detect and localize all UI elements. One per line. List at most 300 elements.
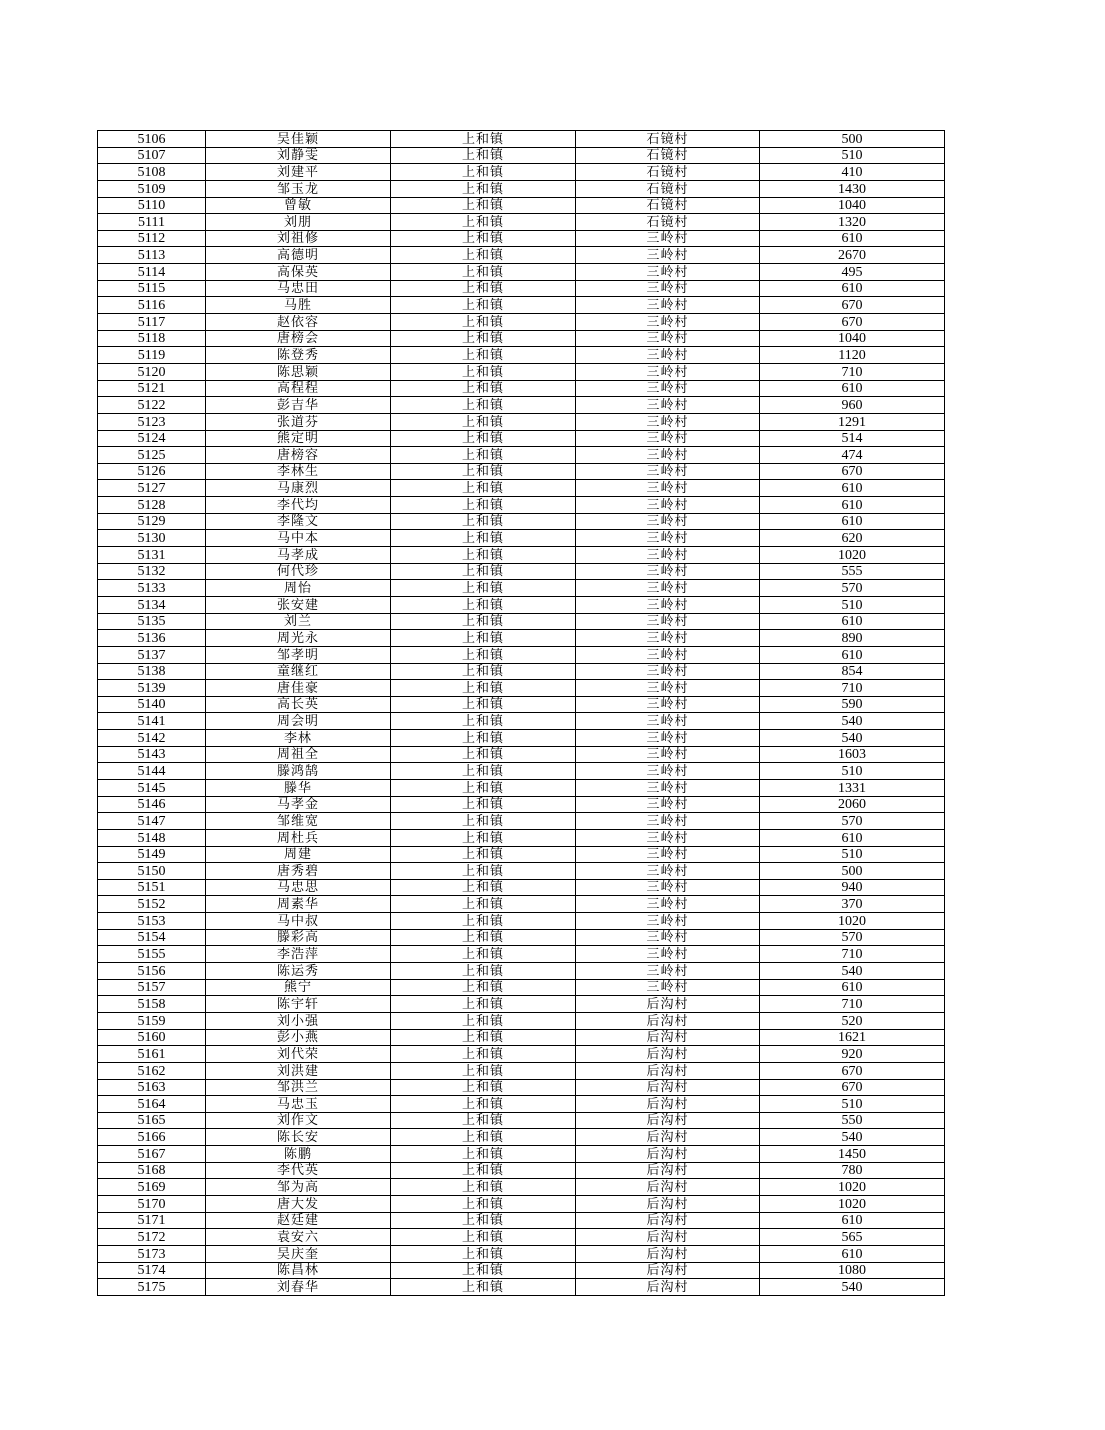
name-cell: 唐大发 <box>206 1196 391 1213</box>
name-cell: 陈宇轩 <box>206 996 391 1013</box>
amount-cell: 1020 <box>760 547 945 564</box>
row-number-cell: 5108 <box>98 164 206 181</box>
table-row <box>98 913 945 930</box>
town-cell: 上和镇 <box>391 979 576 996</box>
table-row <box>98 1046 945 1063</box>
table-row <box>98 963 945 980</box>
name-cell: 刘建平 <box>206 164 391 181</box>
village-cell: 后沟村 <box>576 1212 760 1229</box>
row-number-cell: 5149 <box>98 846 206 863</box>
village-cell: 三岭村 <box>576 663 760 680</box>
town-cell: 上和镇 <box>391 730 576 747</box>
town-cell: 上和镇 <box>391 813 576 830</box>
village-cell: 三岭村 <box>576 347 760 364</box>
row-number-cell: 5143 <box>98 746 206 763</box>
name-cell: 周会明 <box>206 713 391 730</box>
row-number-cell: 5151 <box>98 879 206 896</box>
table-row <box>98 164 945 181</box>
amount-cell: 1080 <box>760 1262 945 1279</box>
town-cell: 上和镇 <box>391 1012 576 1029</box>
table-row <box>98 530 945 547</box>
table-row <box>98 846 945 863</box>
amount-cell: 1320 <box>760 214 945 231</box>
town-cell: 上和镇 <box>391 663 576 680</box>
amount-cell: 540 <box>760 713 945 730</box>
amount-cell: 610 <box>760 280 945 297</box>
village-cell: 三岭村 <box>576 596 760 613</box>
town-cell: 上和镇 <box>391 330 576 347</box>
amount-cell: 620 <box>760 530 945 547</box>
amount-cell: 540 <box>760 963 945 980</box>
name-cell: 邹洪兰 <box>206 1079 391 1096</box>
row-number-cell: 5145 <box>98 779 206 796</box>
town-cell: 上和镇 <box>391 929 576 946</box>
village-cell: 三岭村 <box>576 813 760 830</box>
table-row <box>98 896 945 913</box>
table-row <box>98 1096 945 1113</box>
name-cell: 刘代荣 <box>206 1046 391 1063</box>
table-row <box>98 1012 945 1029</box>
row-number-cell: 5137 <box>98 646 206 663</box>
village-cell: 三岭村 <box>576 696 760 713</box>
name-cell: 高保英 <box>206 264 391 281</box>
row-number-cell: 5120 <box>98 363 206 380</box>
town-cell: 上和镇 <box>391 131 576 148</box>
table-row <box>98 1196 945 1213</box>
village-cell: 三岭村 <box>576 896 760 913</box>
table-row <box>98 413 945 430</box>
amount-cell: 510 <box>760 1096 945 1113</box>
town-cell: 上和镇 <box>391 863 576 880</box>
table-row <box>98 247 945 264</box>
name-cell: 马孝金 <box>206 796 391 813</box>
village-cell: 石镜村 <box>576 131 760 148</box>
row-number-cell: 5106 <box>98 131 206 148</box>
village-cell: 三岭村 <box>576 763 760 780</box>
row-number-cell: 5130 <box>98 530 206 547</box>
village-cell: 三岭村 <box>576 879 760 896</box>
row-number-cell: 5112 <box>98 230 206 247</box>
table-row <box>98 397 945 414</box>
town-cell: 上和镇 <box>391 1096 576 1113</box>
town-cell: 上和镇 <box>391 1112 576 1129</box>
table-row <box>98 713 945 730</box>
name-cell: 刘兰 <box>206 613 391 630</box>
town-cell: 上和镇 <box>391 413 576 430</box>
amount-cell: 670 <box>760 297 945 314</box>
amount-cell: 710 <box>760 680 945 697</box>
table-row <box>98 463 945 480</box>
village-cell: 三岭村 <box>576 363 760 380</box>
village-cell: 后沟村 <box>576 1179 760 1196</box>
table-row <box>98 347 945 364</box>
name-cell: 彭小燕 <box>206 1029 391 1046</box>
amount-cell: 710 <box>760 363 945 380</box>
table-row <box>98 663 945 680</box>
amount-cell: 1020 <box>760 1196 945 1213</box>
town-cell: 上和镇 <box>391 1212 576 1229</box>
table-row <box>98 447 945 464</box>
village-cell: 后沟村 <box>576 1012 760 1029</box>
row-number-cell: 5154 <box>98 929 206 946</box>
row-number-cell: 5162 <box>98 1062 206 1079</box>
table-row <box>98 879 945 896</box>
town-cell: 上和镇 <box>391 397 576 414</box>
name-cell: 袁安六 <box>206 1229 391 1246</box>
name-cell: 唐榜容 <box>206 447 391 464</box>
town-cell: 上和镇 <box>391 1245 576 1262</box>
village-cell: 三岭村 <box>576 513 760 530</box>
name-cell: 陈思颖 <box>206 363 391 380</box>
village-cell: 三岭村 <box>576 314 760 331</box>
amount-cell: 940 <box>760 879 945 896</box>
name-cell: 赵依容 <box>206 314 391 331</box>
table-row <box>98 1279 945 1296</box>
village-cell: 三岭村 <box>576 630 760 647</box>
amount-cell: 550 <box>760 1112 945 1129</box>
row-number-cell: 5117 <box>98 314 206 331</box>
amount-cell: 890 <box>760 630 945 647</box>
table-row <box>98 480 945 497</box>
row-number-cell: 5111 <box>98 214 206 231</box>
row-number-cell: 5107 <box>98 147 206 164</box>
row-number-cell: 5125 <box>98 447 206 464</box>
amount-cell: 920 <box>760 1046 945 1063</box>
table-row <box>98 214 945 231</box>
row-number-cell: 5173 <box>98 1245 206 1262</box>
name-cell: 陈运秀 <box>206 963 391 980</box>
amount-cell: 610 <box>760 979 945 996</box>
village-cell: 三岭村 <box>576 447 760 464</box>
table-row <box>98 147 945 164</box>
amount-cell: 520 <box>760 1012 945 1029</box>
amount-cell: 510 <box>760 846 945 863</box>
village-cell: 后沟村 <box>576 1229 760 1246</box>
row-number-cell: 5110 <box>98 197 206 214</box>
row-number-cell: 5170 <box>98 1196 206 1213</box>
town-cell: 上和镇 <box>391 963 576 980</box>
table-row <box>98 1062 945 1079</box>
table-row <box>98 314 945 331</box>
name-cell: 陈长安 <box>206 1129 391 1146</box>
row-number-cell: 5168 <box>98 1162 206 1179</box>
row-number-cell: 5113 <box>98 247 206 264</box>
name-cell: 滕彩高 <box>206 929 391 946</box>
village-cell: 后沟村 <box>576 1046 760 1063</box>
village-cell: 三岭村 <box>576 297 760 314</box>
name-cell: 周怡 <box>206 580 391 597</box>
town-cell: 上和镇 <box>391 430 576 447</box>
town-cell: 上和镇 <box>391 1062 576 1079</box>
name-cell: 熊宁 <box>206 979 391 996</box>
name-cell: 熊定明 <box>206 430 391 447</box>
table-row <box>98 979 945 996</box>
name-cell: 滕鸿鹄 <box>206 763 391 780</box>
village-cell: 后沟村 <box>576 1162 760 1179</box>
row-number-cell: 5161 <box>98 1046 206 1063</box>
town-cell: 上和镇 <box>391 480 576 497</box>
name-cell: 高程程 <box>206 380 391 397</box>
village-cell: 三岭村 <box>576 613 760 630</box>
table-row <box>98 1245 945 1262</box>
amount-cell: 854 <box>760 663 945 680</box>
village-cell: 后沟村 <box>576 1129 760 1146</box>
town-cell: 上和镇 <box>391 713 576 730</box>
town-cell: 上和镇 <box>391 1229 576 1246</box>
table-row <box>98 197 945 214</box>
amount-cell: 960 <box>760 397 945 414</box>
row-number-cell: 5123 <box>98 413 206 430</box>
amount-cell: 510 <box>760 147 945 164</box>
amount-cell: 565 <box>760 1229 945 1246</box>
row-number-cell: 5121 <box>98 380 206 397</box>
row-number-cell: 5155 <box>98 946 206 963</box>
name-cell: 李代均 <box>206 497 391 514</box>
table-row <box>98 430 945 447</box>
town-cell: 上和镇 <box>391 913 576 930</box>
row-number-cell: 5118 <box>98 330 206 347</box>
town-cell: 上和镇 <box>391 1146 576 1163</box>
amount-cell: 570 <box>760 813 945 830</box>
village-cell: 三岭村 <box>576 979 760 996</box>
table-row <box>98 1212 945 1229</box>
row-number-cell: 5150 <box>98 863 206 880</box>
village-cell: 三岭村 <box>576 397 760 414</box>
village-cell: 后沟村 <box>576 1029 760 1046</box>
row-number-cell: 5153 <box>98 913 206 930</box>
village-cell: 后沟村 <box>576 1262 760 1279</box>
town-cell: 上和镇 <box>391 230 576 247</box>
table-row <box>98 1146 945 1163</box>
village-cell: 三岭村 <box>576 463 760 480</box>
row-number-cell: 5165 <box>98 1112 206 1129</box>
row-number-cell: 5147 <box>98 813 206 830</box>
village-cell: 三岭村 <box>576 929 760 946</box>
amount-cell: 610 <box>760 613 945 630</box>
name-cell: 周建 <box>206 846 391 863</box>
row-number-cell: 5166 <box>98 1129 206 1146</box>
amount-cell: 500 <box>760 863 945 880</box>
row-number-cell: 5134 <box>98 596 206 613</box>
amount-cell: 610 <box>760 646 945 663</box>
amount-cell: 670 <box>760 1062 945 1079</box>
town-cell: 上和镇 <box>391 1279 576 1296</box>
name-cell: 陈昌林 <box>206 1262 391 1279</box>
row-number-cell: 5159 <box>98 1012 206 1029</box>
town-cell: 上和镇 <box>391 696 576 713</box>
town-cell: 上和镇 <box>391 147 576 164</box>
amount-cell: 610 <box>760 497 945 514</box>
town-cell: 上和镇 <box>391 796 576 813</box>
name-cell: 唐秀碧 <box>206 863 391 880</box>
town-cell: 上和镇 <box>391 280 576 297</box>
town-cell: 上和镇 <box>391 879 576 896</box>
table-row <box>98 363 945 380</box>
amount-cell: 2670 <box>760 247 945 264</box>
town-cell: 上和镇 <box>391 1162 576 1179</box>
row-number-cell: 5135 <box>98 613 206 630</box>
amount-cell: 370 <box>760 896 945 913</box>
row-number-cell: 5124 <box>98 430 206 447</box>
town-cell: 上和镇 <box>391 563 576 580</box>
row-number-cell: 5115 <box>98 280 206 297</box>
amount-cell: 780 <box>760 1162 945 1179</box>
name-cell: 陈鹏 <box>206 1146 391 1163</box>
table-row <box>98 131 945 148</box>
town-cell: 上和镇 <box>391 164 576 181</box>
row-number-cell: 5175 <box>98 1279 206 1296</box>
town-cell: 上和镇 <box>391 779 576 796</box>
village-cell: 后沟村 <box>576 996 760 1013</box>
table-row <box>98 497 945 514</box>
row-number-cell: 5152 <box>98 896 206 913</box>
town-cell: 上和镇 <box>391 247 576 264</box>
table-row <box>98 580 945 597</box>
name-cell: 马中本 <box>206 530 391 547</box>
amount-cell: 670 <box>760 1079 945 1096</box>
amount-cell: 540 <box>760 1129 945 1146</box>
row-number-cell: 5114 <box>98 264 206 281</box>
row-number-cell: 5156 <box>98 963 206 980</box>
name-cell: 马忠田 <box>206 280 391 297</box>
amount-cell: 514 <box>760 430 945 447</box>
village-cell: 三岭村 <box>576 247 760 264</box>
town-cell: 上和镇 <box>391 596 576 613</box>
town-cell: 上和镇 <box>391 896 576 913</box>
village-cell: 三岭村 <box>576 480 760 497</box>
table-row <box>98 813 945 830</box>
amount-cell: 540 <box>760 730 945 747</box>
name-cell: 李代英 <box>206 1162 391 1179</box>
row-number-cell: 5109 <box>98 180 206 197</box>
name-cell: 吴庆奎 <box>206 1245 391 1262</box>
village-cell: 三岭村 <box>576 730 760 747</box>
table-row <box>98 630 945 647</box>
village-cell: 三岭村 <box>576 796 760 813</box>
name-cell: 张道芬 <box>206 413 391 430</box>
name-cell: 滕华 <box>206 779 391 796</box>
town-cell: 上和镇 <box>391 447 576 464</box>
village-cell: 三岭村 <box>576 264 760 281</box>
name-cell: 马康烈 <box>206 480 391 497</box>
name-cell: 周祖全 <box>206 746 391 763</box>
row-number-cell: 5142 <box>98 730 206 747</box>
amount-cell: 610 <box>760 829 945 846</box>
row-number-cell: 5132 <box>98 563 206 580</box>
village-cell: 三岭村 <box>576 580 760 597</box>
name-cell: 邹维宽 <box>206 813 391 830</box>
village-cell: 石镜村 <box>576 147 760 164</box>
town-cell: 上和镇 <box>391 264 576 281</box>
name-cell: 李林 <box>206 730 391 747</box>
village-cell: 三岭村 <box>576 946 760 963</box>
table-row <box>98 264 945 281</box>
amount-cell: 555 <box>760 563 945 580</box>
table-row <box>98 796 945 813</box>
village-cell: 三岭村 <box>576 846 760 863</box>
row-number-cell: 5133 <box>98 580 206 597</box>
name-cell: 刘洪建 <box>206 1062 391 1079</box>
town-cell: 上和镇 <box>391 1196 576 1213</box>
table-row <box>98 280 945 297</box>
village-cell: 三岭村 <box>576 746 760 763</box>
table-row <box>98 1079 945 1096</box>
table-row <box>98 513 945 530</box>
table-row <box>98 696 945 713</box>
row-number-cell: 5169 <box>98 1179 206 1196</box>
town-cell: 上和镇 <box>391 497 576 514</box>
town-cell: 上和镇 <box>391 646 576 663</box>
name-cell: 马忠玉 <box>206 1096 391 1113</box>
village-cell: 三岭村 <box>576 413 760 430</box>
name-cell: 刘春华 <box>206 1279 391 1296</box>
amount-cell: 590 <box>760 696 945 713</box>
village-cell: 后沟村 <box>576 1079 760 1096</box>
town-cell: 上和镇 <box>391 513 576 530</box>
town-cell: 上和镇 <box>391 1129 576 1146</box>
name-cell: 赵廷建 <box>206 1212 391 1229</box>
town-cell: 上和镇 <box>391 1046 576 1063</box>
row-number-cell: 5160 <box>98 1029 206 1046</box>
town-cell: 上和镇 <box>391 846 576 863</box>
village-cell: 三岭村 <box>576 230 760 247</box>
name-cell: 马中叔 <box>206 913 391 930</box>
village-cell: 三岭村 <box>576 913 760 930</box>
amount-cell: 1020 <box>760 913 945 930</box>
row-number-cell: 5157 <box>98 979 206 996</box>
row-number-cell: 5128 <box>98 497 206 514</box>
amount-cell: 570 <box>760 580 945 597</box>
table-row <box>98 996 945 1013</box>
row-number-cell: 5148 <box>98 829 206 846</box>
table-row <box>98 946 945 963</box>
name-cell: 周杜兵 <box>206 829 391 846</box>
town-cell: 上和镇 <box>391 946 576 963</box>
name-cell: 唐榜会 <box>206 330 391 347</box>
name-cell: 何代珍 <box>206 563 391 580</box>
amount-cell: 610 <box>760 380 945 397</box>
amount-cell: 710 <box>760 996 945 1013</box>
town-cell: 上和镇 <box>391 214 576 231</box>
data-table <box>97 130 945 1296</box>
name-cell: 邹孝明 <box>206 646 391 663</box>
table-row <box>98 829 945 846</box>
row-number-cell: 5144 <box>98 763 206 780</box>
town-cell: 上和镇 <box>391 746 576 763</box>
town-cell: 上和镇 <box>391 1029 576 1046</box>
name-cell: 刘小强 <box>206 1012 391 1029</box>
name-cell: 周光永 <box>206 630 391 647</box>
village-cell: 三岭村 <box>576 779 760 796</box>
row-number-cell: 5141 <box>98 713 206 730</box>
row-number-cell: 5119 <box>98 347 206 364</box>
village-cell: 三岭村 <box>576 680 760 697</box>
amount-cell: 2060 <box>760 796 945 813</box>
name-cell: 张安建 <box>206 596 391 613</box>
amount-cell: 1040 <box>760 330 945 347</box>
name-cell: 高德明 <box>206 247 391 264</box>
amount-cell: 610 <box>760 480 945 497</box>
row-number-cell: 5127 <box>98 480 206 497</box>
name-cell: 彭吉华 <box>206 397 391 414</box>
village-cell: 后沟村 <box>576 1112 760 1129</box>
village-cell: 三岭村 <box>576 530 760 547</box>
amount-cell: 510 <box>760 596 945 613</box>
row-number-cell: 5116 <box>98 297 206 314</box>
table-row <box>98 1129 945 1146</box>
name-cell: 周素华 <box>206 896 391 913</box>
row-number-cell: 5164 <box>98 1096 206 1113</box>
